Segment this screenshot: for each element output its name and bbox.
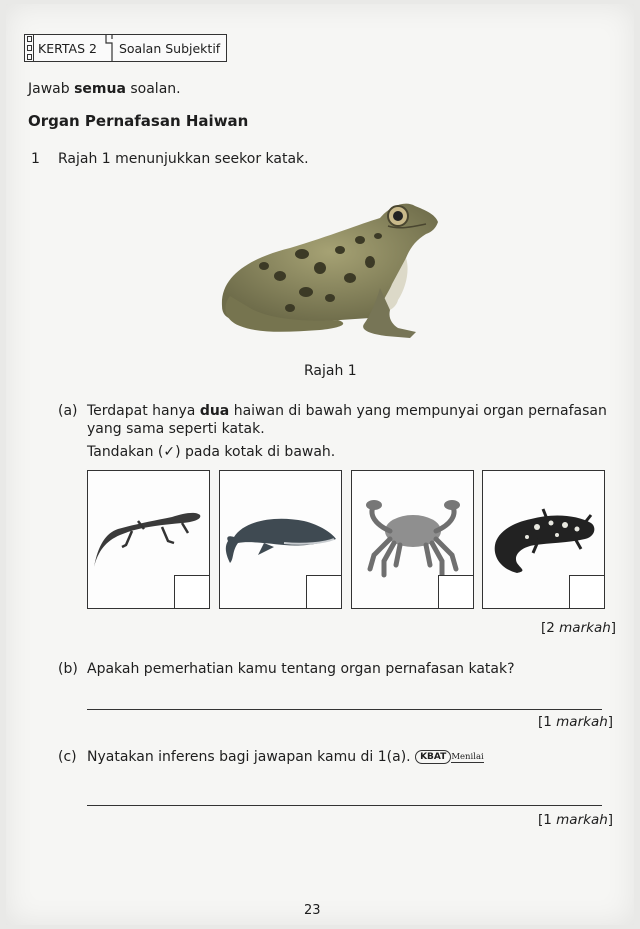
whale-icon [224, 507, 338, 567]
question-stem: Rajah 1 menunjukkan seekor katak. [58, 151, 309, 167]
part-c-marks: [1 markah] [538, 812, 614, 828]
checkbox[interactable] [438, 575, 474, 609]
part-a-line1: Terdapat hanya dua haiwan di bawah yang mempunyai organ pernafasan [87, 403, 607, 419]
part-b-label: (b) [58, 661, 78, 677]
part-c-text: Nyatakan inferens bagi jawapan kamu di 1(a). [87, 749, 411, 765]
part-b-text: Apakah pemerhatian kamu tentang organ pernafasan katak? [87, 661, 515, 677]
part-a-label: (a) [58, 403, 78, 419]
checkbox[interactable] [174, 575, 210, 609]
part-a-instruction: Tandakan (✓) pada kotak di bawah. [87, 444, 336, 460]
answer-line-b[interactable] [87, 709, 602, 710]
animal-option-salamander [482, 470, 605, 609]
crab-icon [356, 495, 470, 579]
worksheet-page [6, 4, 634, 925]
animal-option-whale [219, 470, 342, 609]
kbat-badge: KBAT [415, 750, 451, 764]
animal-option-crab [351, 470, 474, 609]
header-divider [103, 35, 115, 61]
salamander-icon [487, 499, 601, 579]
instruction: Jawab semua soalan. [28, 81, 181, 97]
newt-icon [92, 501, 204, 571]
checkbox[interactable] [306, 575, 342, 609]
section-label: Soalan Subjektif [118, 40, 221, 56]
paper-header [24, 34, 227, 62]
part-a-line2: yang sama seperti katak. [87, 421, 265, 437]
part-c-label: (c) [58, 749, 77, 765]
binder-marks [25, 35, 34, 61]
question-number: 1 [31, 151, 40, 167]
kbat-level: Menilai [451, 752, 484, 762]
checkbox[interactable] [569, 575, 605, 609]
frog-icon [210, 196, 470, 346]
topic-title: Organ Pernafasan Haiwan [28, 112, 249, 130]
paper-label: KERTAS 2 [38, 40, 97, 56]
part-a-marks: [2 markah] [541, 620, 617, 636]
part-b-marks: [1 markah] [538, 714, 614, 730]
animal-option-newt [87, 470, 210, 609]
part-c-line [87, 748, 484, 766]
figure-caption: Rajah 1 [304, 363, 357, 379]
page-number: 23 [304, 903, 321, 918]
answer-line-c[interactable] [87, 805, 602, 806]
